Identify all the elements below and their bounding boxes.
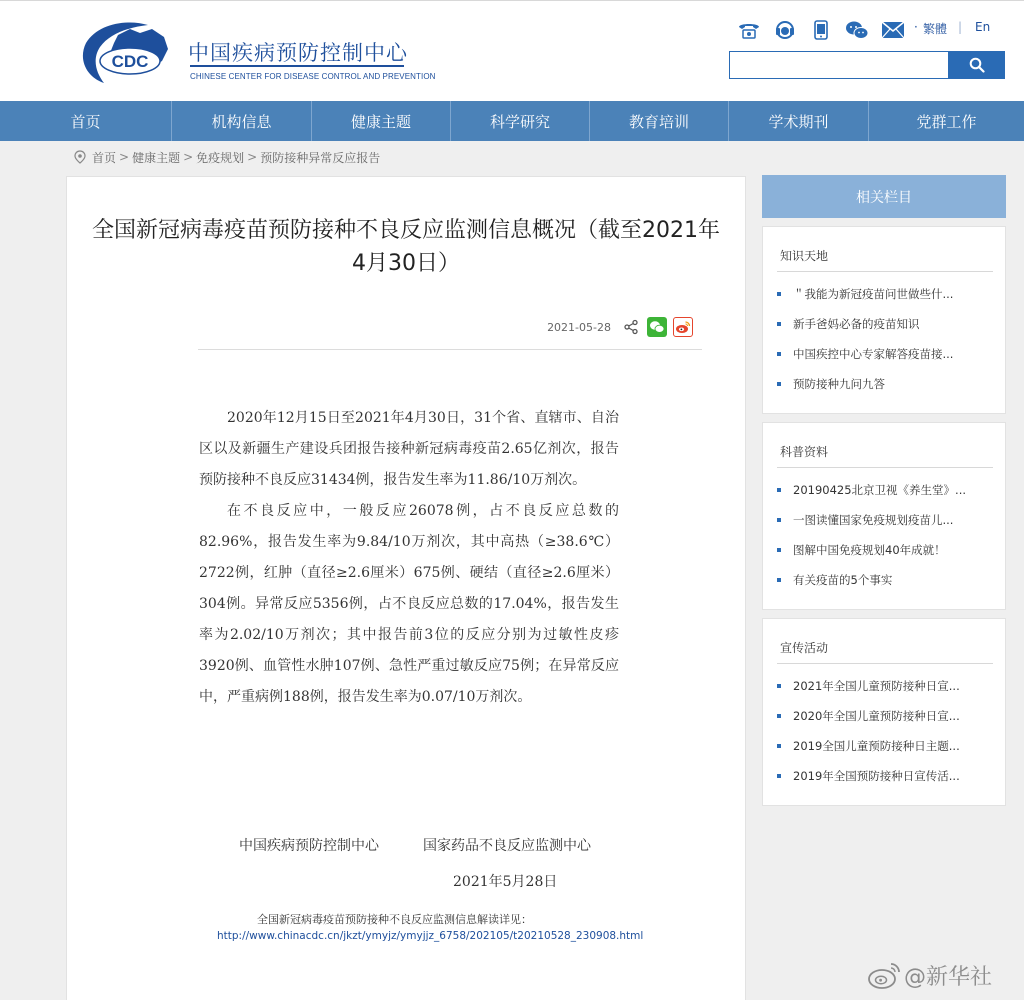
bullet-icon	[777, 548, 781, 552]
bullet-icon	[777, 488, 781, 492]
sidebar-list	[777, 671, 997, 791]
nav-item-research[interactable]: 科学研究	[451, 101, 590, 141]
sidebar-link[interactable]: 中国疾控中心专家解答疫苗接...	[777, 339, 997, 369]
article-panel	[66, 176, 746, 1000]
sidebar-link[interactable]: 2019年全国预防接种日宣传活...	[777, 761, 997, 791]
nav-item-home[interactable]: 首页	[0, 101, 172, 141]
xinhua-watermark	[866, 958, 992, 992]
lang-separator: |	[958, 20, 963, 34]
share-icon[interactable]	[623, 319, 639, 335]
interpretation-link[interactable]: http://www.chinacdc.cn/jkzt/ymyjz/ymyjjz_6758/202105/t20210528_230908.html	[217, 930, 644, 942]
bullet-icon	[777, 292, 781, 296]
search-button[interactable]	[949, 51, 1005, 79]
bullet-icon	[777, 518, 781, 522]
signature-org-cdc: 中国疾病预防控制中心	[239, 838, 379, 854]
sidebar-section-campaigns	[762, 618, 1006, 806]
weibo-share-icon[interactable]	[673, 317, 693, 337]
wechat-share-icon[interactable]	[647, 317, 667, 337]
breadcrumb-separator: >	[247, 150, 258, 164]
breadcrumb-separator: >	[119, 150, 130, 164]
bullet-icon	[777, 322, 781, 326]
nav-item-journals[interactable]: 学术期刊	[729, 101, 869, 141]
main-nav	[0, 101, 1024, 141]
sidebar-section-science-materials	[762, 422, 1006, 610]
article-date: 2021-05-28	[547, 320, 611, 334]
sidebar-list	[777, 279, 997, 399]
breadcrumb	[74, 148, 380, 166]
sidebar-section-title: 科普资料	[780, 445, 829, 459]
cdc-logo[interactable]	[78, 17, 178, 87]
article-divider	[198, 349, 702, 350]
article-meta	[547, 317, 693, 337]
article-paragraph: 2020年12月15日至2021年4月30日，31个省、直辖市、自治区以及新疆生产建设兵团报告接种新冠病毒疫苗2.65亿剂次，报告预防接种不良反应31434例，报告发生率为11.86/10万剂次。	[199, 410, 619, 488]
weibo-watermark-icon	[866, 960, 904, 990]
bullet-icon	[777, 714, 781, 718]
nav-item-health-topics[interactable]: 健康主题	[312, 101, 451, 141]
sidebar-list	[777, 475, 997, 595]
interpretation-note: 全国新冠病毒疫苗预防接种不良反应监测信息解读详见：	[257, 913, 532, 926]
sidebar-link[interactable]: 2020年全国儿童预防接种日宣...	[777, 701, 997, 731]
sidebar-link[interactable]: 一图读懂国家免疫规划疫苗儿...	[777, 505, 997, 535]
signature-date: 2021年5月28日	[453, 874, 558, 890]
sidebar-link[interactable]: ＂我能为新冠疫苗问世做些什...	[777, 279, 997, 309]
breadcrumb-current[interactable]: 预防接种异常反应报告	[260, 150, 381, 165]
sidebar-link[interactable]: 新手爸妈必备的疫苗知识	[777, 309, 997, 339]
bullet-icon	[777, 578, 781, 582]
mail-icon[interactable]	[880, 19, 906, 41]
breadcrumb-separator: >	[183, 150, 194, 164]
signature-org-adr: 国家药品不良反应监测中心	[423, 838, 591, 854]
nav-item-institution[interactable]: 机构信息	[172, 101, 312, 141]
sidebar-link[interactable]: 预防接种九问九答	[777, 369, 997, 399]
lang-dot: ·	[914, 20, 918, 34]
wechat-icon[interactable]	[844, 19, 870, 41]
sidebar-link[interactable]: 有关疫苗的5个事实	[777, 565, 997, 595]
sidebar-divider	[777, 663, 993, 664]
related-columns-header: 相关栏目	[762, 175, 1006, 218]
bullet-icon	[777, 352, 781, 356]
org-name-rule	[190, 65, 404, 67]
location-pin-icon	[74, 150, 86, 164]
article-body	[199, 403, 619, 713]
watermark-text: @新华社	[904, 964, 993, 990]
breadcrumb-health-topics[interactable]: 健康主题	[132, 150, 181, 165]
bullet-icon	[777, 744, 781, 748]
mobile-icon[interactable]	[808, 19, 834, 41]
search-icon	[969, 57, 985, 73]
site-header	[0, 0, 1024, 101]
org-name-en: CHINESE CENTER FOR DISEASE CONTROL AND PREVENTION	[190, 72, 436, 81]
sidebar-section-title: 宣传活动	[780, 641, 829, 655]
contact-icons	[736, 19, 916, 41]
sidebar-divider	[777, 271, 993, 272]
phone-icon[interactable]	[736, 19, 762, 41]
sidebar-link[interactable]: 图解中国免疫规划40年成就！	[777, 535, 997, 565]
sidebar-link[interactable]: 2021年全国儿童预防接种日宣...	[777, 671, 997, 701]
bullet-icon	[777, 382, 781, 386]
org-name-cn: 中国疾病预防控制中心	[188, 41, 408, 65]
svg-text:CDC: CDC	[111, 52, 149, 71]
sidebar-link[interactable]: 20190425北京卫视《养生堂》...	[777, 475, 997, 505]
bullet-icon	[777, 774, 781, 778]
lang-english-link[interactable]: En	[975, 20, 991, 34]
nav-item-party-work[interactable]: 党群工作	[916, 112, 977, 131]
sidebar-section-title: 知识天地	[780, 249, 829, 263]
search-input[interactable]	[729, 51, 949, 79]
nav-item-education[interactable]: 教育培训	[590, 101, 729, 141]
breadcrumb-home[interactable]: 首页	[92, 150, 117, 165]
article-paragraph: 在不良反应中，一般反应26078例，占不良反应总数的82.96%，报告发生率为9.84/10万剂次，其中高热（≥38.6℃）2722例，红肿（直径≥2.6厘米）675例、硬结（直径≥2.6厘米）304例。异常反应5356例，占不良反应总数的17.04%，报告发生率为2.02/10万剂次；其中报告前3位的反应分别为过敏性皮疹3920例、血管性水肿107例、急性严重过敏反应75例；在异常反应中，严重病例188例，报告发生率为0.07/10万剂次。	[199, 503, 619, 705]
bullet-icon	[777, 684, 781, 688]
article-title: 全国新冠病毒疫苗预防接种不良反应监测信息概况（截至2021年4月30日）	[92, 218, 720, 276]
lang-traditional-link[interactable]: 繁體	[923, 22, 948, 36]
sidebar-section-knowledge	[762, 226, 1006, 414]
headset-icon[interactable]	[772, 19, 798, 41]
breadcrumb-immunization[interactable]: 免疫规划	[196, 150, 245, 165]
sidebar-link[interactable]: 2019全国儿童预防接种日主题...	[777, 731, 997, 761]
sidebar-divider	[777, 467, 993, 468]
